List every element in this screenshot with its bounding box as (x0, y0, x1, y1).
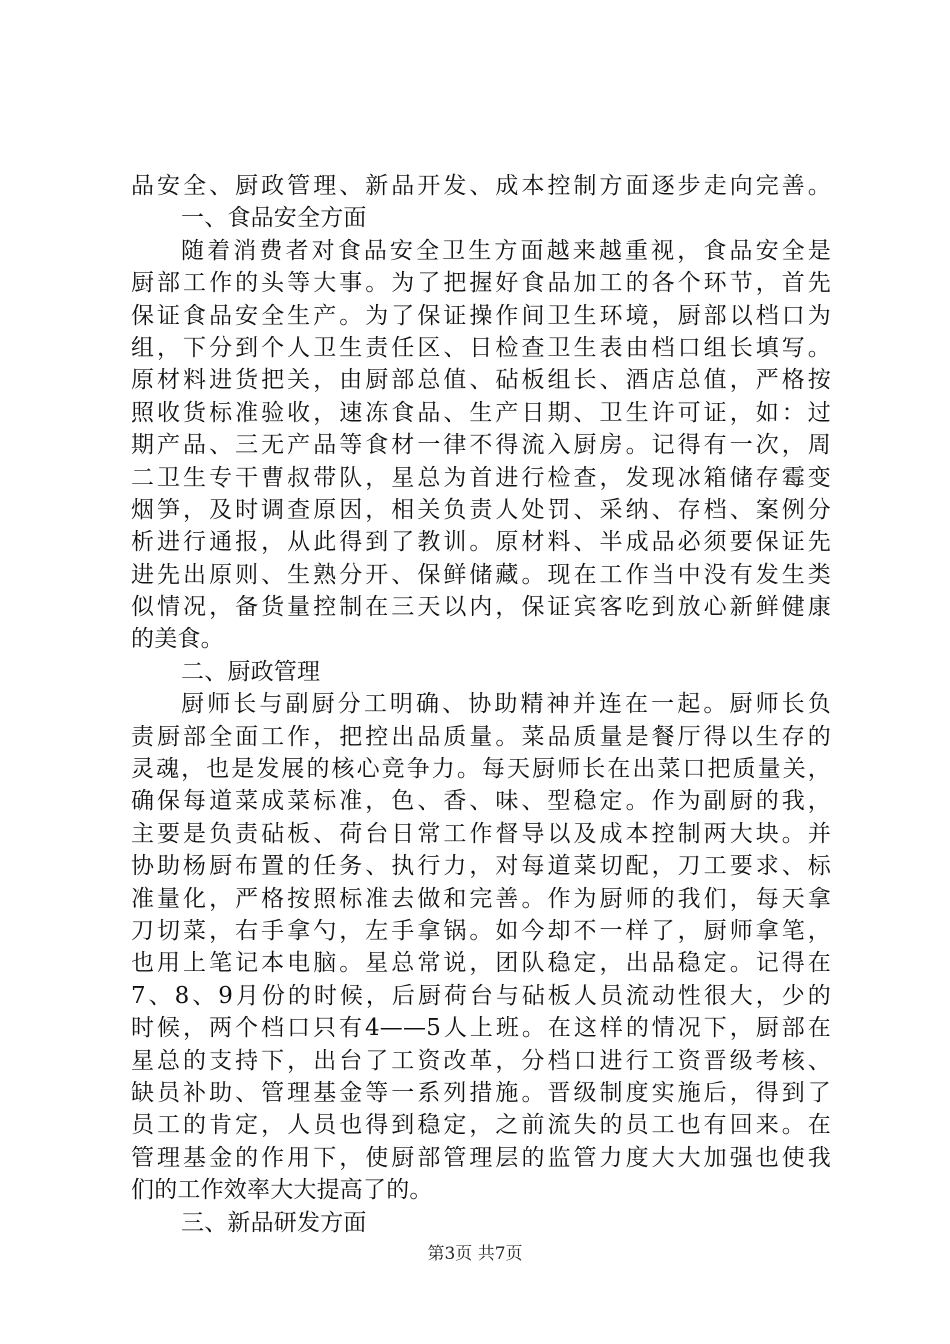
page-number-footer: 第3页 共7页 (427, 1244, 523, 1264)
paragraph-line: 厨师长与副厨分工明确、协助精神并连在一起。厨师长负 (181, 691, 831, 718)
section-heading-food-safety: 一、食品安全方面 (181, 205, 367, 232)
paragraph-line: 管理基金的作用下，使厨部管理层的监管力度大大加强也使我 (131, 1144, 831, 1171)
paragraph-line: 主要是负责砧板、荷台日常工作督导以及成本控制两大块。并 (131, 820, 831, 847)
paragraph-line: 烟笋，及时调查原因，相关负责人处罚、采纳、存档、案例分 (131, 496, 831, 523)
paragraph-line: 刀切菜，右手拿勺，左手拿锅。如今却不一样了，厨师拿笔， (131, 917, 831, 944)
paragraph-line: 准量化，严格按照标准去做和完善。作为厨师的我们，每天拿 (131, 885, 831, 912)
paragraph-line: 灵魂，也是发展的核心竞争力。每天厨师长在出菜口把质量关， (131, 756, 831, 783)
paragraph-line: 析进行通报，从此得到了教训。原材料、半成品必须要保证先 (131, 529, 831, 556)
paragraph-line: 也用上笔记本电脑。星总常说，团队稳定，出品稳定。记得在 (131, 950, 831, 977)
paragraph-line: 们的工作效率大大提高了的。 (131, 1177, 433, 1204)
paragraph-line: 星总的支持下，出台了工资改革，分档口进行工资晋级考核、 (131, 1047, 831, 1074)
document-body (131, 170, 831, 1239)
paragraph-line: 原材料进货把关，由厨部总值、砧板组长、酒店总值，严格按 (131, 367, 831, 394)
paragraph-line: 缺员补助、管理基金等一系列措施。晋级制度实施后，得到了 (131, 1079, 831, 1106)
paragraph-line: 似情况，备货量控制在三天以内，保证宾客吃到放心新鲜健康 (131, 594, 831, 621)
section-heading-kitchen-management: 二、厨政管理 (181, 658, 321, 685)
paragraph-line: 协助杨厨布置的任务、执行力，对每道菜切配，刀工要求、标 (131, 853, 831, 880)
paragraph-line: 确保每道菜成菜标准，色、香、味、型稳定。作为副厨的我， (131, 788, 831, 815)
paragraph-line: 保证食品安全生产。为了保证操作间卫生环境，厨部以档口为 (131, 302, 831, 329)
paragraph-line: 品安全、厨政管理、新品开发、成本控制方面逐步走向完善。 (131, 173, 831, 199)
paragraph-line: 7、8、9月份的时候，后厨荷台与砧板人员流动性很大，少的 (131, 982, 831, 1009)
paragraph-line: 期产品、三无产品等食材一律不得流入厨房。记得有一次，周 (131, 432, 831, 459)
paragraph-line: 责厨部全面工作，把控出品质量。菜品质量是餐厅得以生存的 (131, 723, 831, 750)
paragraph-line: 的美食。 (131, 626, 224, 653)
paragraph-line: 组，下分到个人卫生责任区、日检查卫生表由档口组长填写。 (131, 334, 831, 361)
paragraph-line: 二卫生专干曹叔带队，星总为首进行检查，发现冰箱储存霉变 (131, 464, 831, 491)
paragraph-line: 照收货标准验收，速冻食品、生产日期、卫生许可证，如：过 (131, 399, 831, 426)
section-heading-new-product-development: 三、新品研发方面 (181, 1209, 367, 1236)
paragraph-line: 随着消费者对食品安全卫生方面越来越重视，食品安全是 (181, 237, 831, 264)
paragraph-line: 进先出原则、生熟分开、保鲜储藏。现在工作当中没有发生类 (131, 561, 831, 588)
paragraph-line: 厨部工作的头等大事。为了把握好食品加工的各个环节，首先 (131, 270, 831, 297)
paragraph-line: 员工的肯定，人员也得到稳定，之前流失的员工也有回来。在 (131, 1112, 831, 1139)
paragraph-line: 时候，两个档口只有4——5人上班。在这样的情况下，厨部在 (131, 1015, 831, 1042)
